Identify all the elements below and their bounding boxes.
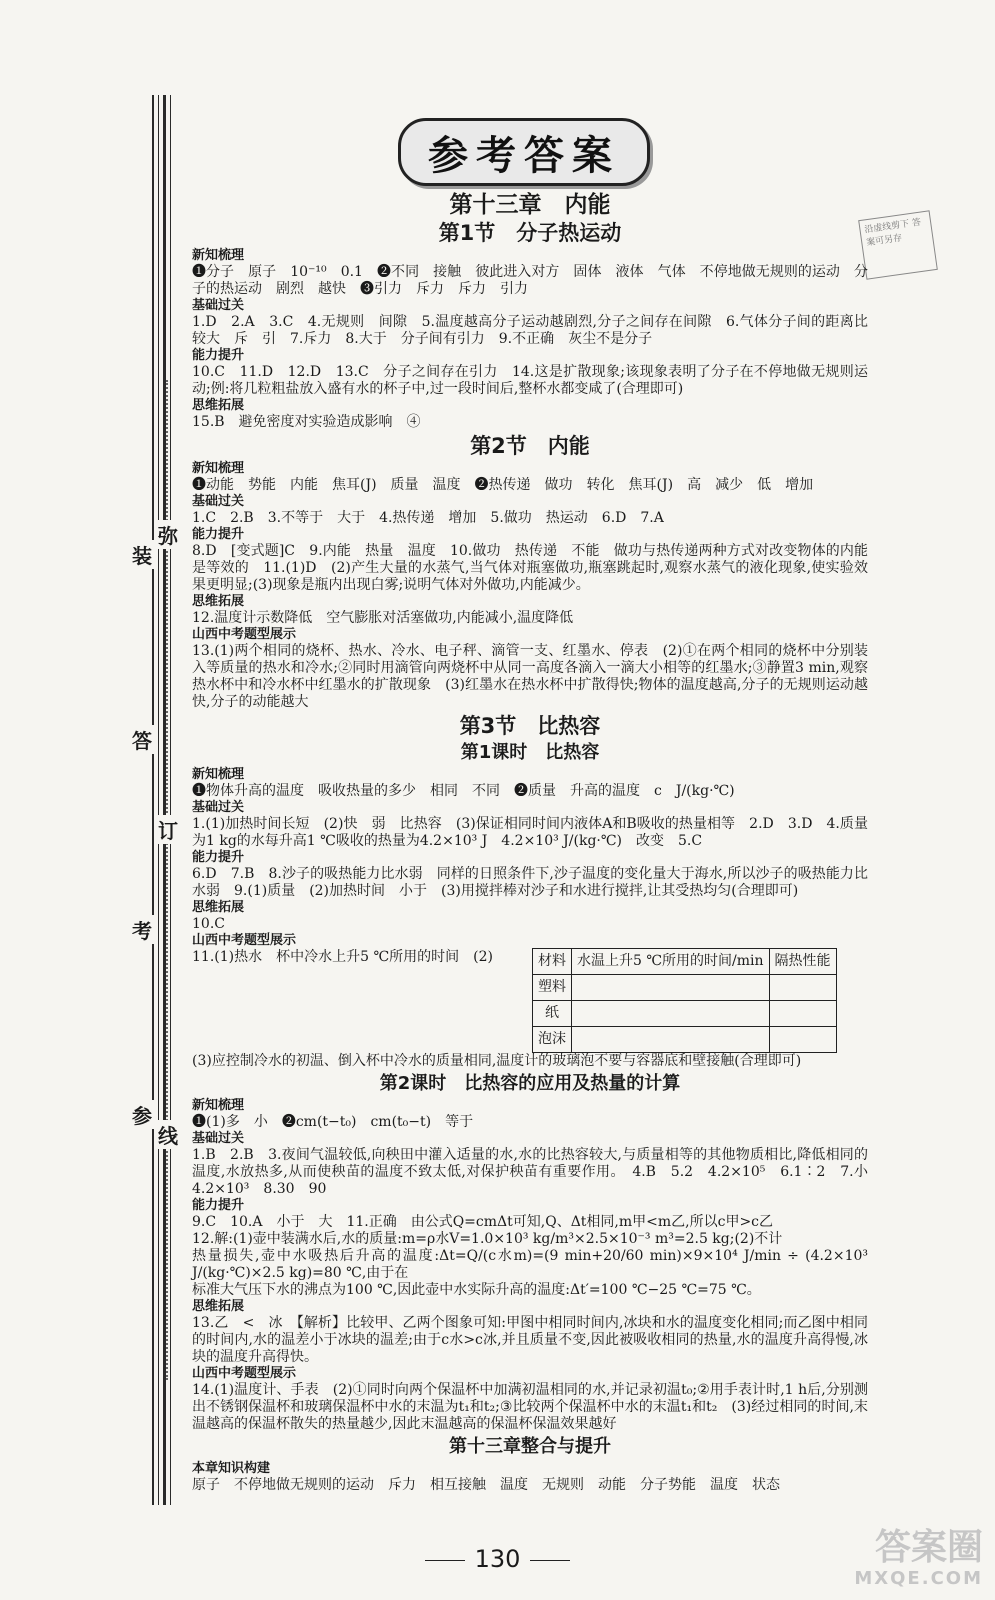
table-row: [533, 975, 837, 1001]
margin-char: 订: [156, 815, 180, 844]
margin-char: 参: [130, 1100, 154, 1129]
answer-text: 1.(1)加热时间长短 (2)快 弱 比热容 (3)保证相同时间内液体A和B吸收的热量相等 2.D 3.D 4.质量为1 kg的水每升高1 ℃吸收的热量为4.2×10³ J 4.2×10³ J/(kg·℃) 改变 5.C: [192, 816, 868, 849]
margin-char: 考: [130, 915, 154, 944]
sub-label: 基础过关: [192, 1131, 245, 1146]
margin-char: 线: [156, 1120, 180, 1149]
section-title: 第1节 分子热运动: [438, 221, 622, 245]
answer-text: ❶动能 势能 内能 焦耳(J) 质量 温度 ❷热传递 做功 转化 焦耳(J) 高 减少 低 增加: [192, 477, 814, 493]
table-cell: 纸: [533, 1001, 572, 1027]
material-table: [532, 948, 837, 1053]
sub-label: 新知梳理: [192, 1098, 245, 1113]
table-cell: [769, 975, 836, 1001]
answer-text: 原子 不停地做无规则的运动 斥力 相互接触 温度 无规则 动能 分子势能 温度 状态: [192, 1477, 780, 1493]
answer-text: 热量损失,壶中水吸热后升高的温度:Δt=Q/(c水m)=(9 min+20/60 min)×9×10⁴ J/min ÷ (4.2×10³ J/(kg·℃)×2.5 kg)=80 ℃,由于在: [192, 1248, 868, 1281]
section-title: 第十三章整合与提升: [449, 1436, 611, 1457]
table-row: [533, 1001, 837, 1027]
margin-char: 答: [130, 725, 154, 754]
margin-rule: [158, 95, 159, 1505]
table-cell: [572, 975, 770, 1001]
sub-label: 新知梳理: [192, 461, 245, 476]
answer-content: [192, 190, 882, 1494]
table-row: [533, 1027, 837, 1053]
answer-text: 10.C: [192, 916, 225, 932]
stamp: 沿虚线剪下 答案可另存: [858, 210, 938, 279]
sub-label: 能力提升: [192, 348, 245, 363]
answer-text: 14.(1)温度计、手表 (2)①同时向两个保温杯中加满初温相同的水,并记录初温t₀;②用手表计时,1 h后,分别测出不锈钢保温杯和玻璃保温杯中水的末温为t₁和t₂;③比较两个保温杯中水的末温t₁和t₂ (3)经过相同的时间,末温越高的保温杯散失的热量越少,因此末温越高的保温杯保温效果越好: [192, 1382, 868, 1432]
table-row: [533, 949, 837, 975]
watermark-url: MXQE.COM: [854, 1568, 983, 1589]
table-cell: 泡沫: [533, 1027, 572, 1053]
sub-label: 新知梳理: [192, 767, 245, 782]
answer-text: 10.C 11.D 12.D 13.C 分子之间存在引力 14.这是扩散现象;该现象表明了分子在不停地做无规则运动;例:将几粒粗盐放入盛有水的杯子中,过一段时间后,整杯水都变咸了(合理即可): [192, 364, 868, 397]
answer-text: 8.D [变式题]C 9.内能 热量 温度 10.做功 热传递 不能 做功与热传递两种方式对改变物体的内能是等效的 11.(1)D (2)产生大量的水蒸气,当气体对瓶塞做功,瓶塞跳起时,观察水蒸气的液化现象,使实验效果更明显;(3)现象是瓶内出现白雾;说明气体对外做功,内能减少。: [192, 543, 868, 593]
answer-text: 9.C 10.A 小于 大 11.正确 由公式Q=cmΔt可知,Q、Δt相同,m甲<m乙,所以c甲>c乙: [192, 1214, 774, 1230]
sub-label: 基础过关: [192, 800, 245, 815]
footer-rule: [530, 1560, 570, 1561]
sub-label: 基础过关: [192, 494, 245, 509]
table-cell: [572, 1001, 770, 1027]
sub-label: 山西中考题型展示: [192, 933, 297, 948]
section-title: 第3节 比热容: [459, 714, 601, 738]
table-cell: [769, 1027, 836, 1053]
answer-text: ❶物体升高的温度 吸收热量的多少 相同 不同 ❷质量 升高的温度 c J/(kg·℃): [192, 783, 735, 799]
answer-text: 12.解:(1)壶中装满水后,水的质量:m=ρ水V=1.0×10³ kg/m³×2.5×10⁻³ m³=2.5 kg;(2)不计: [192, 1231, 783, 1247]
answer-text: (3)应控制冷水的初温、倒入杯中冷水的质量相同,温度计的玻璃泡不要与容器底和壁接触(合理即可): [192, 1053, 802, 1069]
page-number: 130: [474, 1545, 521, 1573]
table-cell: 塑料: [533, 975, 572, 1001]
answer-text: 1.B 2.B 3.夜间气温较低,向秧田中灌入适量的水,水的比热容较大,与质量相等的其他物质相比,降低相同的温度,水放热多,从而使秧苗的温度不致太低,对保护秧苗有重要作用。 4.B 5.2 4.2×10⁵ 6.1∶2 7.小 4.2×10³ 8.30 90: [192, 1147, 882, 1197]
table-header: 隔热性能: [769, 949, 836, 975]
watermark: [803, 1528, 983, 1594]
answer-text: 12.温度计示数降低 空气膨胀对活塞做功,内能减小,温度降低: [192, 610, 574, 626]
answer-text: 标准大气压下水的沸点为100 ℃,因此壶中水实际升高的温度:Δt′=100 ℃−25 ℃=75 ℃。: [192, 1282, 761, 1298]
sub-label: 思维拓展: [192, 1299, 245, 1314]
sub-label: 思维拓展: [192, 594, 245, 609]
sub-label: 基础过关: [192, 298, 245, 313]
answer-text: ❶(1)多 小 ❷cm(t−t₀) cm(t₀−t) 等于: [192, 1114, 474, 1130]
sub-label: 新知梳理: [192, 248, 245, 263]
sub-label: 山西中考题型展示: [192, 627, 297, 642]
answer-text: 13.(1)两个相同的烧杯、热水、冷水、电子秤、滴管一支、红墨水、停表 (2)①在两个相同的烧杯中分别装入等质量的热水和冷水;②同时用滴管向两烧杯中从同一高度各滴入一滴大小相等的红墨水;③静置3 min,观察热水杯中和冷水杯中红墨水的扩散现象 (3)红墨水在热水杯中扩散得快;物体的温度越高,分子的无规则运动越快,分子的动能越大: [192, 643, 868, 710]
answer-text: 13.乙 < 冰 【解析】比较甲、乙两个图象可知:甲图中相同时间内,冰块和水的温度变化相同;而乙图中相同的时间内,水的温差小于冰块的温差;由于c水>c冰,并且质量不变,因此被吸收相同的热量,水的温度升高得慢,冰块的温度升高得快。: [192, 1315, 868, 1365]
answer-text: 6.D 7.B 8.沙子的吸热能力比水弱 同样的日照条件下,沙子温度的变化量大于海水,所以沙子的吸热能力比水弱 9.(1)质量 (2)加热时间 小于 (3)用搅拌棒对沙子和水进行搅拌,让其受热均匀(合理即可): [192, 866, 868, 899]
footer-rule: [425, 1560, 465, 1561]
lesson-title: 第1课时 比热容: [460, 742, 600, 763]
sub-label: 能力提升: [192, 1198, 245, 1213]
sub-label: 能力提升: [192, 527, 245, 542]
chapter-title: 第十三章 内能: [449, 192, 611, 218]
table-header: 水温上升5 ℃所用的时间/min: [572, 949, 770, 975]
answer-text: 1.D 2.A 3.C 4.无规则 间隙 5.温度越高分子运动越剧烈,分子之间存在间隙 6.气体分子间的距离比较大 斥 引 7.斥力 8.大于 分子间有引力 9.不正确 灰尘不是分子: [192, 314, 868, 347]
sub-label: 能力提升: [192, 850, 245, 865]
answer-banner: 参考答案: [398, 118, 650, 186]
sub-label: 思维拓展: [192, 900, 245, 915]
sub-label: 山西中考题型展示: [192, 1366, 297, 1381]
section-title: 第2节 内能: [470, 434, 590, 458]
answer-text: 11.(1)热水 杯中冷水上升5 ℃所用的时间 (2): [192, 949, 493, 965]
sub-label: 思维拓展: [192, 398, 245, 413]
margin-rule: [152, 95, 154, 1505]
watermark-logo: 答案圈: [874, 1527, 983, 1568]
table-cell: [572, 1027, 770, 1053]
table-header: 材料: [533, 949, 572, 975]
answer-text: 1.C 2.B 3.不等于 大于 4.热传递 增加 5.做功 热运动 6.D 7.A: [192, 510, 664, 526]
sub-label: 本章知识构建: [192, 1461, 271, 1476]
lesson-title: 第2课时 比热容的应用及热量的计算: [379, 1073, 681, 1094]
answer-text: ❶分子 原子 10⁻¹⁰ 0.1 ❷不同 接触 彼此进入对方 固体 液体 气体 不停地做无规则的运动 分子的热运动 剧烈 越快 ❸引力 斥力 斥力 引力: [192, 264, 868, 297]
margin-rule: [170, 95, 171, 1505]
answer-text: 15.B 避免密度对实验造成影响 ④: [192, 414, 421, 430]
margin-char: 弥: [156, 520, 180, 549]
table-cell: [769, 1001, 836, 1027]
margin-char: 装: [130, 540, 154, 569]
